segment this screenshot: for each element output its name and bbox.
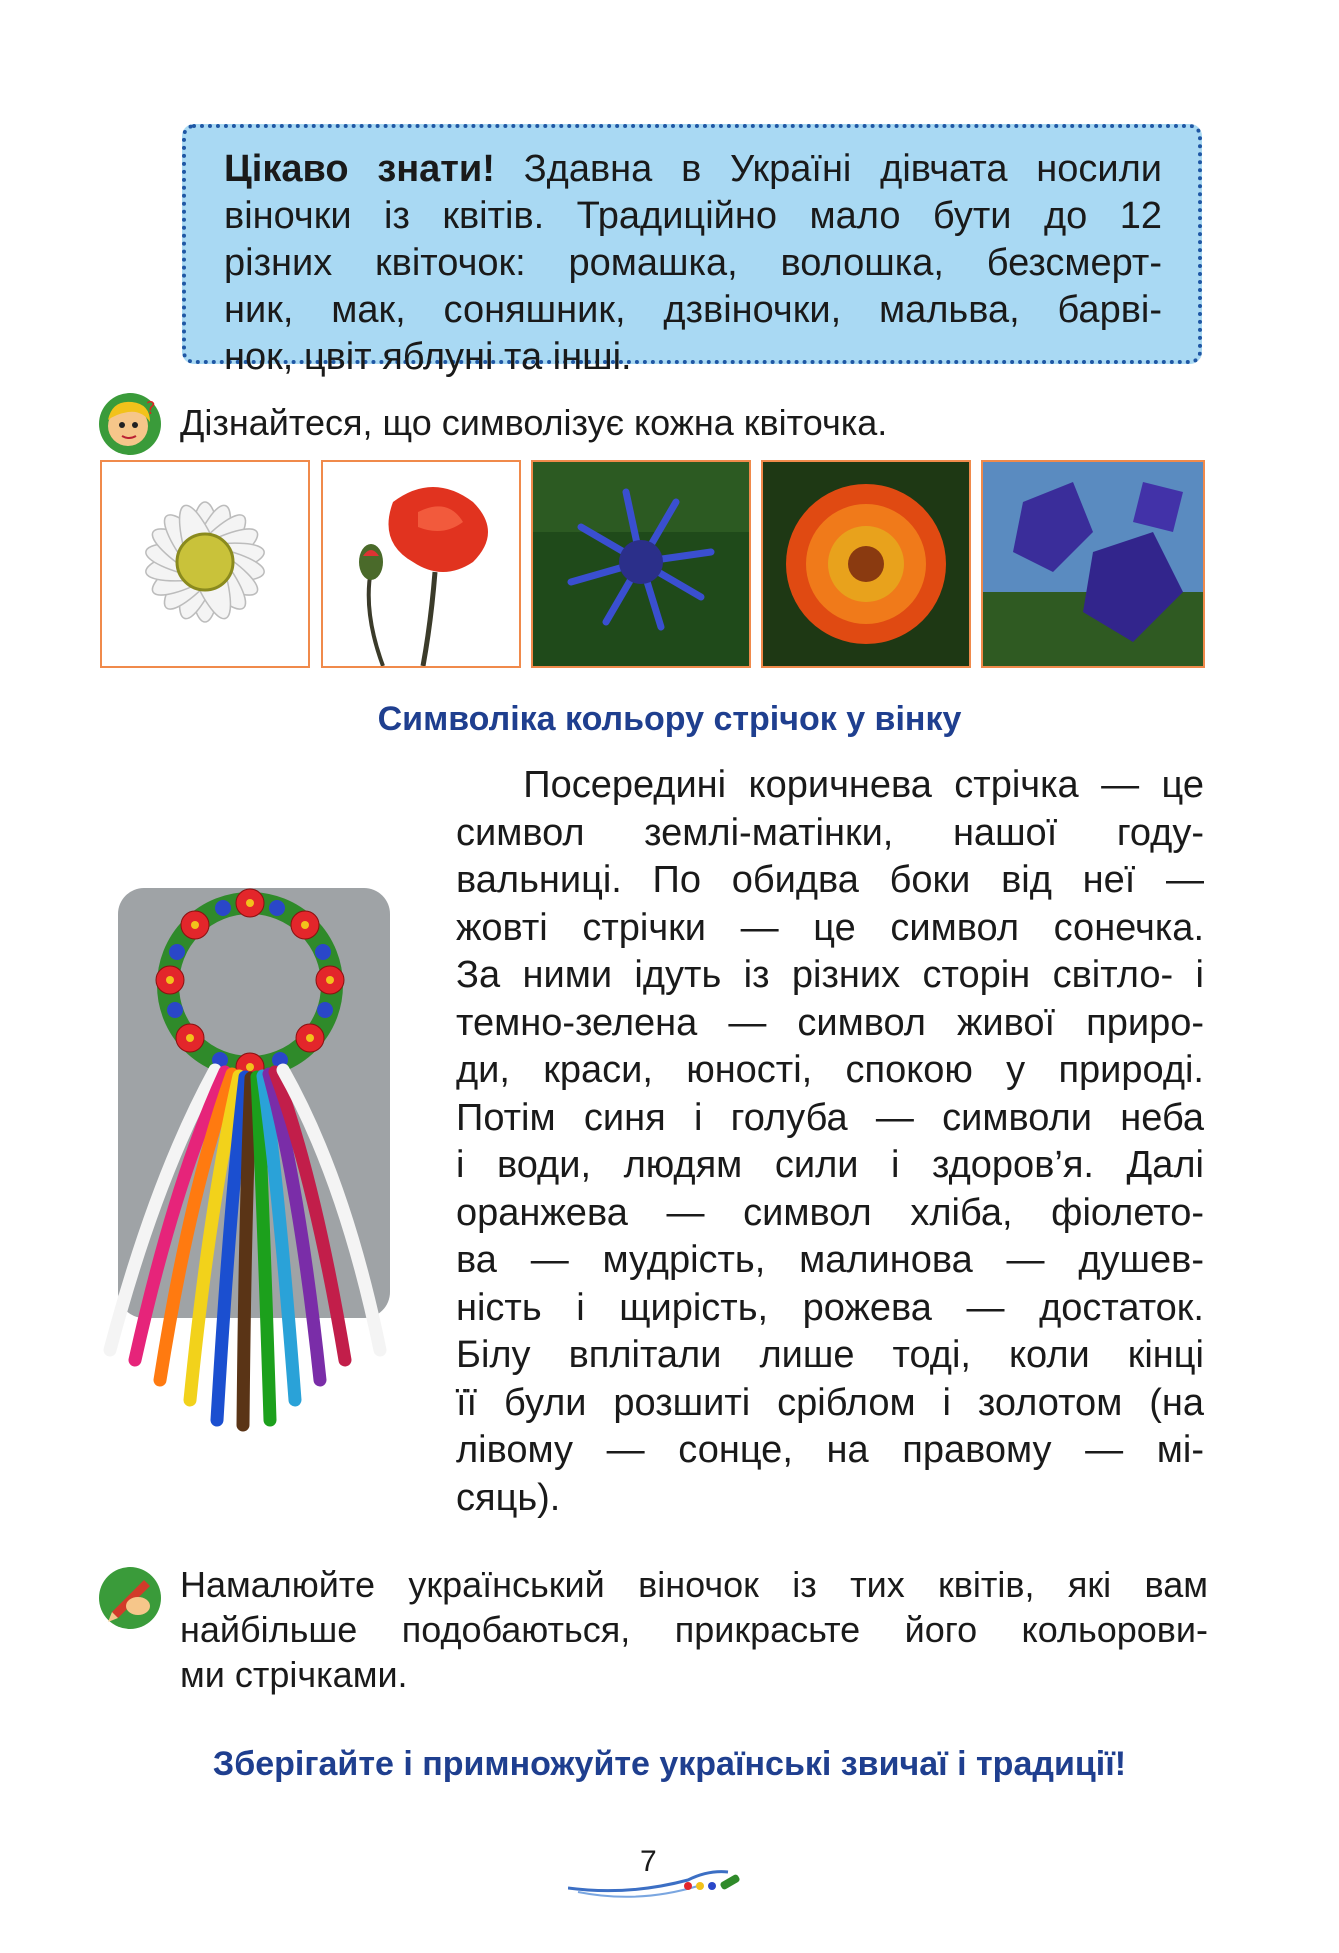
info-line-5: нок, цвіт яблуні та інші. — [224, 336, 632, 378]
page-decoration — [568, 1858, 748, 1908]
info-line-3: різних квіточок: ромашка, волошка, безсмерт- — [224, 242, 1162, 284]
info-line-4: ник, мак, соняшник, дзвіночки, мальва, барві- — [224, 289, 1162, 331]
info-line-2: віночки із квітів. Традиційно мало бути до 12 — [224, 195, 1162, 237]
ribbon-symbolism-text — [456, 762, 1204, 1522]
body-line-11: ва — мудрість, малинова — душев- — [456, 1239, 1204, 1281]
body-line-6: темно-зелена — символ живої приро- — [456, 1001, 1204, 1044]
task-draw-line-3: ми стрічками. — [180, 1654, 408, 1695]
info-line-1 — [224, 146, 1162, 193]
cornflower-photo — [531, 460, 751, 668]
task-draw-line-2: найбільше подобаються, прикрасьте його кольорови- — [180, 1609, 1208, 1650]
wreath-illustration — [95, 880, 425, 1440]
body-line-16: сяць). — [456, 1476, 561, 1519]
chamomile-photo — [100, 460, 310, 668]
poppy-photo — [321, 460, 521, 668]
flower-photos — [100, 460, 1205, 670]
body-line-15: лівому — сонце, на правому — мі- — [456, 1429, 1204, 1471]
body-line-2: символ землі-матінки, нашої году- — [456, 811, 1204, 854]
task-draw — [98, 1558, 1208, 1698]
info-lead: Цікаво знати! — [224, 148, 495, 190]
final-slogan: Зберігайте і примножуйте українські звичаї і традиції! — [212, 1745, 1127, 1783]
task-discover-text: Дізнайтеся, що символізує кожна квіточка. — [180, 402, 888, 443]
body-line-5: За ними ідуть із різних сторін світло- і — [456, 954, 1204, 996]
body-line-14: її були розшиті сріблом і золотом (на — [456, 1381, 1204, 1424]
info-text-1: Здавна в Україні дівчата носили — [494, 148, 1162, 190]
drawing-hand-icon — [98, 1566, 162, 1630]
body-line-8: Потім синя і голуба — символи неба — [456, 1096, 1204, 1139]
page-number: 7 — [640, 1845, 657, 1878]
svg-text:?: ? — [146, 398, 156, 419]
body-line-13: Білу вплітали лише тоді, коли кінці — [456, 1334, 1204, 1376]
bellflower-photo — [981, 460, 1205, 668]
section-title: Символіка кольору стрічок у вінку — [377, 700, 962, 738]
task-discover — [98, 392, 1208, 458]
task-draw-line-1: Намалюйте український віночок із тих квітів, які вам — [180, 1564, 1208, 1605]
thinking-child-icon — [98, 392, 162, 456]
body-line-10: оранжева — символ хліба, фіолето- — [456, 1191, 1204, 1234]
body-line-12: ність і щирість, рожева — достаток. — [456, 1286, 1204, 1329]
info-box — [182, 124, 1202, 378]
body-line-3: вальниці. По обидва боки від неї — — [456, 859, 1204, 901]
immortelle-photo — [761, 460, 971, 668]
body-line-1: Посередині коричнева стрічка — це — [456, 764, 1204, 806]
body-line-4: жовті стрічки — це символ сонечка. — [456, 906, 1204, 949]
body-line-7: ди, краси, юності, спокою у природі. — [456, 1049, 1204, 1091]
task-draw-text — [180, 1562, 1208, 1697]
body-line-9: і води, людям сили і здоров’я. Далі — [456, 1144, 1204, 1186]
